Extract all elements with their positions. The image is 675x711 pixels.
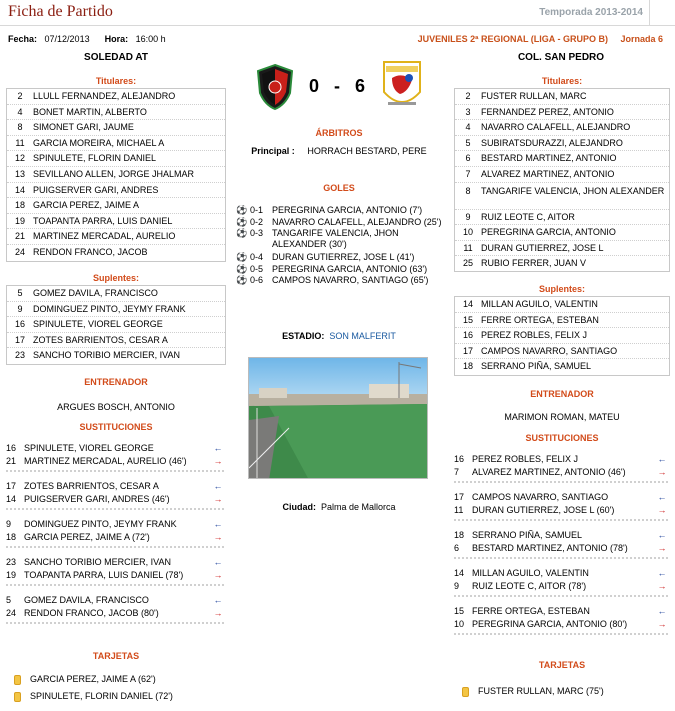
home-starters-title: Titulares: (95, 76, 137, 86)
substitution-item (454, 453, 668, 483)
player-number: 18 (462, 361, 473, 372)
goal-scorer: CAMPOS NAVARRO, SANTIAGO (65') (272, 275, 429, 286)
player-row (455, 136, 669, 152)
player-name: BONET MARTIN, ALBERTO (33, 106, 147, 117)
player-number: 9 (17, 303, 23, 314)
goal-item (236, 275, 446, 287)
goal-scorer: PEREGRINA GARCIA, ANTONIO (63') (272, 263, 428, 274)
home-coach-name: ARGUES BOSCH, ANTONIO (57, 402, 175, 412)
substitution-out (6, 493, 224, 506)
player-row (455, 183, 669, 210)
player-number: 15 (454, 606, 465, 616)
player-name: SPINULETE, FLORIN DANIEL (33, 153, 157, 164)
yellow-card-icon (14, 675, 21, 685)
substitution-item (6, 594, 224, 624)
player-row (7, 286, 225, 302)
home-crest-icon (255, 63, 295, 113)
player-number: 9 (454, 581, 460, 591)
substitution-out (454, 504, 668, 517)
soccer-ball-icon: ⚽ (236, 216, 248, 227)
player-row (7, 183, 225, 199)
arrow-right-icon: → (657, 467, 667, 477)
card-player: FUSTER RULLAN, MARC (75') (478, 686, 604, 696)
player-number: 12 (14, 153, 25, 164)
player-row (7, 348, 225, 364)
player-name: FERRE ORTEGA, ESTEBAN (481, 314, 599, 325)
goal-score: 0-6 (250, 275, 264, 286)
away-coach-name: MARIMON ROMAN, MATEU (504, 412, 620, 422)
player-name: CAMPOS NAVARRO, SANTIAGO (481, 345, 618, 356)
goal-scorer: DURAN GUTIERREZ, JOSE L (41') (272, 252, 415, 263)
arrow-right-icon: → (657, 619, 667, 629)
arrow-right-icon: → (213, 608, 223, 618)
player-row (7, 120, 225, 136)
arrow-left-icon: ← (657, 454, 667, 464)
substitution-in (454, 453, 668, 466)
player-number: 10 (462, 227, 473, 238)
time-label: Hora: (104, 34, 129, 44)
soccer-ball-icon: ⚽ (236, 275, 248, 286)
stadium-photo (248, 357, 428, 479)
player-number: 10 (454, 619, 465, 629)
player-number: 23 (6, 557, 17, 567)
city-info (236, 502, 442, 512)
player-number: 8 (465, 185, 471, 196)
player-row (455, 167, 669, 183)
player-name: SPINULETE, VIOREL GEORGE (24, 443, 154, 453)
player-name: RUIZ LEOTE C, AITOR (78') (472, 581, 587, 591)
player-name: SPINULETE, VIOREL GEORGE (33, 319, 163, 330)
substitution-item (6, 518, 224, 548)
player-row (455, 241, 669, 257)
soccer-ball-icon: ⚽ (236, 263, 248, 274)
player-name: TOAPANTA PARRA, LUIS DANIEL (78') (24, 570, 184, 580)
substitution-item (6, 442, 224, 472)
season-label: Temporada 2013-2014 (539, 7, 643, 18)
player-number: 3 (465, 106, 471, 117)
away-subs-list (454, 296, 670, 376)
player-number: 7 (465, 168, 471, 179)
player-row (7, 89, 225, 105)
player-row (7, 136, 225, 152)
match-date (8, 34, 166, 44)
player-number: 21 (14, 231, 25, 242)
player-row (455, 344, 669, 360)
player-name: PUIGSERVER GARI, ANDRES (46') (24, 494, 170, 504)
arrow-left-icon: ← (657, 492, 667, 502)
goal-item (236, 228, 446, 252)
score-separator: - (334, 76, 341, 96)
player-number: 16 (454, 454, 465, 464)
away-team-name: COL. SAN PEDRO (517, 52, 605, 63)
player-name: MILLAN AGUILO, VALENTIN (472, 568, 589, 578)
goal-scorer: TANGARIFE VALENCIA, JHON ALEXANDER (30') (272, 228, 399, 250)
player-number: 9 (6, 519, 12, 529)
player-name: ALVAREZ MARTINEZ, ANTONIO (46') (472, 467, 626, 477)
player-number: 9 (465, 211, 471, 222)
player-number: 2 (17, 91, 23, 101)
arrow-left-icon: ← (657, 568, 667, 578)
player-name: GARCIA PEREZ, JAIME A (72') (24, 532, 150, 542)
substitution-out (6, 569, 224, 582)
card-player: GARCIA PEREZ, JAIME A (62') (30, 674, 156, 684)
player-name: TANGARIFE VALENCIA, JHON ALEXANDER (481, 185, 665, 196)
time-value: 16:00 h (135, 34, 166, 44)
player-name: DURAN GUTIERREZ, JOSE L (60') (472, 505, 615, 515)
away-changes-list (454, 453, 668, 643)
goals-title: GOLES (323, 183, 355, 193)
away-coach-title: ENTRENADOR (530, 389, 594, 399)
substitution-out (6, 607, 224, 620)
arrow-left-icon: ← (657, 606, 667, 616)
player-number: 2 (465, 91, 471, 101)
player-name: PEREGRINA GARCIA, ANTONIO (80') (472, 619, 628, 629)
yellow-card-icon (14, 692, 21, 702)
away-changes-title: SUSTITUCIONES (525, 433, 599, 443)
goal-score: 0-5 (250, 263, 264, 274)
player-number: 7 (454, 467, 460, 477)
player-name: SEVILLANO ALLEN, JORGE JHALMAR (33, 168, 195, 179)
player-number: 11 (454, 505, 464, 515)
player-name: GOMEZ DAVILA, FRANCISCO (33, 288, 158, 298)
player-name: ZOTES BARRIENTOS, CESAR A (33, 334, 168, 345)
substitution-in (454, 605, 668, 618)
substitution-item (6, 556, 224, 586)
player-name: PEREZ ROBLES, FELIX J (472, 454, 579, 464)
city-label: Ciudad: (282, 502, 316, 512)
player-name: FUSTER RULLAN, MARC (481, 91, 587, 101)
home-changes-list (6, 442, 224, 632)
player-name: SIMONET GARI, JAUME (33, 122, 134, 133)
home-cards-title: TARJETAS (92, 651, 140, 661)
player-row (7, 198, 225, 214)
arrow-right-icon: → (657, 543, 667, 553)
home-score: 0 (309, 76, 320, 96)
home-subs-list (6, 285, 226, 365)
substitution-item (454, 567, 668, 597)
away-cards-title: TARJETAS (538, 660, 586, 670)
stadium-info (236, 331, 442, 341)
home-cards-list (14, 671, 224, 705)
player-row (7, 214, 225, 230)
home-starters-list (6, 88, 226, 262)
player-row (455, 297, 669, 313)
player-number: 16 (14, 319, 25, 330)
player-name: DOMINGUEZ PINTO, JEYMY FRANK (33, 303, 186, 314)
header-bar (0, 0, 675, 26)
player-name: MARTINEZ MERCADAL, AURELIO (33, 231, 176, 242)
arrow-right-icon: → (213, 532, 223, 542)
competition-name: JUVENILES 2ª REGIONAL (LIGA - GRUPO B) (417, 34, 608, 44)
player-name: PEREGRINA GARCIA, ANTONIO (481, 227, 616, 238)
city-name: Palma de Mallorca (320, 502, 396, 512)
arrow-right-icon: → (213, 456, 223, 466)
match-score (309, 76, 365, 97)
card-player: SPINULETE, FLORIN DANIEL (72') (30, 691, 173, 701)
player-number: 18 (454, 530, 465, 540)
substitution-in (454, 567, 668, 580)
player-name: DURAN GUTIERREZ, JOSE L (481, 242, 604, 253)
player-number: 8 (17, 122, 23, 133)
arrow-right-icon: → (657, 581, 667, 591)
substitution-item (6, 480, 224, 510)
substitution-item (454, 605, 668, 635)
player-row (455, 256, 669, 272)
player-number: 11 (463, 242, 473, 253)
card-item (14, 688, 224, 705)
player-row (7, 167, 225, 183)
goal-score: 0-1 (250, 205, 264, 215)
arrow-left-icon: ← (213, 557, 223, 567)
arrow-left-icon: ← (213, 443, 223, 453)
player-number: 17 (462, 345, 473, 356)
player-name: GARCIA PEREZ, JAIME A (33, 200, 140, 211)
player-name: SERRANO PIÑA, SAMUEL (472, 530, 583, 540)
player-name: GOMEZ DAVILA, FRANCISCO (24, 595, 149, 605)
player-row (455, 210, 669, 226)
arrow-left-icon: ← (213, 595, 223, 605)
player-number: 14 (454, 568, 465, 578)
goals-list (236, 205, 446, 287)
page-title: Ficha de Partido (8, 3, 113, 20)
player-row (7, 302, 225, 318)
player-name: RUBIO FERRER, JUAN V (481, 258, 587, 269)
goal-score: 0-4 (250, 252, 264, 263)
away-starters-list (454, 88, 670, 272)
substitution-out (454, 542, 668, 555)
home-subs-title: Suplentes: (92, 273, 139, 283)
substitution-in (454, 491, 668, 504)
away-score: 6 (355, 76, 366, 96)
player-number: 23 (14, 350, 25, 361)
soccer-ball-icon: ⚽ (236, 252, 248, 263)
substitution-in (6, 480, 224, 493)
substitution-out (6, 455, 224, 468)
substitution-in (6, 518, 224, 531)
substitution-in (6, 556, 224, 569)
goal-item (236, 217, 446, 229)
player-name: SERRANO PIÑA, SAMUEL (481, 361, 592, 372)
player-number: 18 (14, 200, 25, 211)
substitution-out (6, 531, 224, 544)
player-name: TOAPANTA PARRA, LUIS DANIEL (33, 215, 173, 226)
player-number: 24 (14, 246, 25, 257)
player-name: NAVARRO CALAFELL, ALEJANDRO (481, 122, 631, 133)
player-name: PEREZ ROBLES, FELIX J (481, 330, 588, 341)
home-coach-title: ENTRENADOR (84, 377, 148, 387)
substitution-out (454, 580, 668, 593)
home-team-name: SOLEDAD AT (84, 52, 148, 63)
player-number: 17 (454, 492, 465, 502)
player-name: BESTARD MARTINEZ, ANTONIO (78') (472, 543, 628, 553)
goal-scorer: PEREGRINA GARCIA, ANTONIO (7') (272, 205, 423, 215)
player-number: 11 (15, 137, 25, 148)
arrow-right-icon: → (213, 570, 223, 580)
substitution-out (454, 466, 668, 479)
player-name: SANCHO TORIBIO MERCIER, IVAN (33, 350, 181, 361)
goal-item (236, 264, 446, 276)
player-number: 5 (6, 595, 12, 605)
player-name: BESTARD MARTINEZ, ANTONIO (481, 153, 617, 164)
player-row (455, 120, 669, 136)
player-number: 6 (465, 153, 471, 164)
referee-principal-label: Principal : (251, 146, 295, 156)
away-starters-title: Titulares: (541, 76, 583, 86)
player-name: PUIGSERVER GARI, ANDRES (33, 184, 159, 195)
card-item (462, 683, 668, 700)
player-number: 5 (465, 137, 471, 148)
player-number: 13 (14, 168, 25, 179)
header-corner (649, 0, 675, 26)
player-name: SANCHO TORIBIO MERCIER, IVAN (24, 557, 172, 567)
yellow-card-icon (462, 687, 469, 697)
player-name: ALVAREZ MARTINEZ, ANTONIO (481, 168, 615, 179)
substitution-out (454, 618, 668, 631)
goal-score: 0-3 (250, 228, 264, 239)
player-name: RUIZ LEOTE C, AITOR (481, 211, 575, 222)
goal-item (236, 252, 446, 264)
player-name: CAMPOS NAVARRO, SANTIAGO (472, 492, 609, 502)
competition-info (418, 34, 663, 44)
soccer-ball-icon: ⚽ (236, 205, 248, 215)
player-name: FERRE ORTEGA, ESTEBAN (472, 606, 590, 616)
away-crest-icon (378, 58, 426, 116)
substitution-in (6, 594, 224, 607)
player-number: 17 (14, 334, 25, 345)
jornada-label: Jornada 6 (620, 34, 663, 44)
player-number: 14 (6, 494, 17, 504)
arrow-right-icon: → (657, 505, 667, 515)
player-name: RENDON FRANCO, JACOB (80') (24, 608, 159, 618)
arrow-right-icon: → (213, 494, 223, 504)
player-name: ZOTES BARRIENTOS, CESAR A (24, 481, 159, 491)
player-number: 24 (6, 608, 17, 618)
player-name: FERNANDEZ PEREZ, ANTONIO (481, 106, 614, 117)
player-row (455, 359, 669, 375)
player-row (455, 151, 669, 167)
player-number: 4 (465, 122, 471, 133)
player-number: 25 (462, 258, 473, 269)
referee-principal-name: HORRACH BESTARD, PERE (307, 146, 427, 156)
player-name: MILLAN AGUILO, VALENTIN (481, 299, 598, 309)
player-row (455, 313, 669, 329)
player-number: 19 (14, 215, 25, 226)
player-number: 14 (14, 184, 25, 195)
away-subs-title: Suplentes: (538, 284, 585, 294)
player-row (455, 89, 669, 105)
card-item (14, 671, 224, 688)
player-number: 16 (462, 330, 473, 341)
player-number: 4 (17, 106, 23, 117)
player-row (7, 105, 225, 121)
goal-item (236, 205, 446, 217)
player-number: 6 (454, 543, 460, 553)
date-value: 07/12/2013 (44, 34, 90, 44)
arrow-left-icon: ← (213, 481, 223, 491)
player-number: 15 (462, 314, 473, 325)
player-row (7, 245, 225, 261)
player-name: RENDON FRANCO, JACOB (33, 246, 148, 257)
stadium-link[interactable]: SON MALFERIT (329, 331, 396, 341)
player-number: 17 (6, 481, 17, 491)
player-row (7, 151, 225, 167)
goal-score: 0-2 (250, 216, 264, 227)
arrow-left-icon: ← (213, 519, 223, 529)
away-cards-list (462, 683, 668, 700)
player-row (455, 328, 669, 344)
soccer-ball-icon: ⚽ (236, 228, 248, 239)
stadium-label: ESTADIO: (282, 331, 325, 341)
player-name: SUBIRATSDURAZZI, ALEJANDRO (481, 137, 623, 148)
player-name: LLULL FERNANDEZ, ALEJANDRO (33, 91, 176, 101)
player-row (7, 317, 225, 333)
player-row (7, 333, 225, 349)
substitution-in (6, 442, 224, 455)
goal-scorer: NAVARRO CALAFELL, ALEJANDRO (25') (272, 216, 442, 227)
date-label: Fecha: (8, 34, 38, 44)
player-name: GARCIA MOREIRA, MICHAEL A (33, 137, 165, 148)
home-changes-title: SUSTITUCIONES (79, 422, 153, 432)
player-number: 21 (6, 456, 17, 466)
player-name: MARTINEZ MERCADAL, AURELIO (46') (24, 456, 187, 466)
player-row (455, 105, 669, 121)
referee-principal (236, 146, 442, 156)
player-number: 5 (17, 288, 23, 298)
player-row (7, 229, 225, 245)
referees-title: ÁRBITROS (315, 128, 363, 138)
player-number: 18 (6, 532, 17, 542)
player-number: 19 (6, 570, 17, 580)
substitution-item (454, 491, 668, 521)
arrow-left-icon: ← (657, 530, 667, 540)
player-name: DOMINGUEZ PINTO, JEYMY FRANK (24, 519, 177, 529)
substitution-item (454, 529, 668, 559)
substitution-in (454, 529, 668, 542)
player-number: 16 (6, 443, 17, 453)
player-row (455, 225, 669, 241)
player-number: 14 (462, 299, 473, 309)
